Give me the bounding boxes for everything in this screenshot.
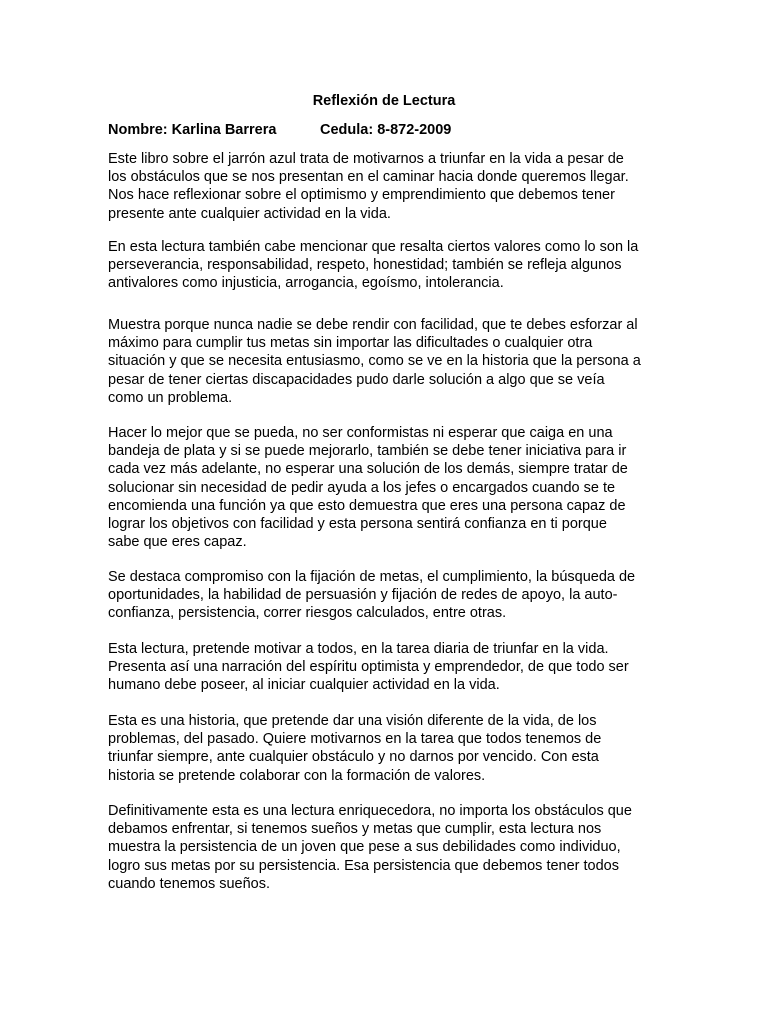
- paragraph-line: confianza, persistencia, correr riesgos calculados, entre otras.: [108, 605, 507, 622]
- paragraph-line: Hacer lo mejor que se pueda, no ser conformistas ni esperar que caiga en una: [108, 425, 613, 441]
- paragraph-line: como un problema.: [108, 389, 233, 406]
- paragraph-8: [108, 802, 668, 893]
- paragraph-7: [108, 712, 668, 785]
- paragraph-line: máximo para cumplir tus metas sin importar las dificultades o cualquier otra: [108, 335, 593, 352]
- paragraph-line: pesar de tener ciertas discapacidades pudo darle solución a algo que se veía: [108, 371, 605, 388]
- paragraph-line: muestra la persistencia de un joven que pese a sus debilidades como individuo,: [108, 839, 621, 856]
- paragraph-line: historia se pretende colaborar con la formación de valores.: [108, 767, 486, 784]
- paragraph-line: presente ante cualquier actividad en la vida.: [108, 205, 391, 222]
- paragraph-5: [108, 568, 668, 623]
- paragraph-line: Esta es una historia, que pretende dar una visión diferente de la vida, de los: [108, 713, 597, 729]
- document-title: Reflexión de Lectura: [312, 93, 456, 109]
- student-info-line: [108, 121, 452, 139]
- paragraph-line: Este libro sobre el jarrón azul trata de motivarnos a triunfar en la vida a pesar de: [108, 151, 624, 167]
- paragraph-line: sabe que eres capaz.: [108, 534, 247, 551]
- student-name: Nombre: Karlina Barrera: [108, 122, 277, 138]
- paragraph-line: situación y que se necesita entusiasmo, como se ve en la historia que la persona a: [108, 353, 641, 370]
- paragraph-line: Nos hace reflexionar sobre el optimismo y emprendimiento que debemos tener: [108, 187, 615, 204]
- paragraph-2: [108, 238, 668, 293]
- paragraph-line: humano debe poseer, al iniciar cualquier actividad en la vida.: [108, 677, 500, 694]
- paragraph-1: [108, 150, 668, 223]
- paragraph-line: lograr los objetivos con facilidad y esta persona sentirá confianza en ti porque: [108, 516, 607, 533]
- paragraph-line: debamos enfrentar, si tenemos sueños y metas que cumplir, esta lectura nos: [108, 821, 602, 838]
- paragraph-line: problemas, del pasado. Quiere motivarnos en la tarea que todos tenemos de: [108, 731, 602, 748]
- paragraph-line: oportunidades, la habilidad de persuasión y fijación de redes de apoyo, la auto-: [108, 587, 618, 604]
- paragraph-line: Se destaca compromiso con la fijación de metas, el cumplimiento, la búsqueda de: [108, 569, 636, 585]
- paragraph-line: perseverancia, responsabilidad, respeto, honestidad; también se refleja algunos: [108, 257, 622, 274]
- paragraph-line: Presenta así una narración del espíritu optimista y emprendedor, de que todo ser: [108, 659, 629, 676]
- paragraph-6: [108, 640, 668, 695]
- paragraph-line: los obstáculos que se nos presentan en el caminar hacia donde queremos llegar.: [108, 169, 629, 186]
- paragraph-line: cada vez más adelante, no esperar una solución de los demás, siempre tratar de: [108, 461, 628, 478]
- paragraph-line: Muestra porque nunca nadie se debe rendir con facilidad, que te debes esforzar al: [108, 317, 638, 333]
- paragraph-line: antivalores como injusticia, arrogancia, egoísmo, intolerancia.: [108, 275, 504, 292]
- paragraph-line: En esta lectura también cabe mencionar que resalta ciertos valores como lo son la: [108, 239, 639, 255]
- paragraph-line: triunfar siempre, ante cualquier obstáculo y no darnos por vencido. Con esta: [108, 749, 599, 766]
- paragraph-line: Esta lectura, pretende motivar a todos, en la tarea diaria de triunfar en la vida.: [108, 641, 609, 657]
- paragraph-line: bandeja de plata y si se puede mejorarlo, también se debe tener iniciativa para ir: [108, 443, 627, 460]
- paragraph-line: logro sus metas por su persistencia. Esa persistencia que debemos tener todos: [108, 857, 619, 874]
- student-id: Cedula: 8-872-2009: [320, 122, 452, 138]
- paragraph-3: [108, 316, 668, 407]
- paragraph-4: [108, 424, 668, 551]
- paragraph-line: solucionar sin necesidad de pedir ayuda a los jefes o encargados cuando se te: [108, 479, 616, 496]
- paragraph-line: encomienda una función ya que esto demuestra que eres una persona capaz de: [108, 497, 626, 514]
- paragraph-line: cuando tenemos sueños.: [108, 875, 271, 892]
- paragraph-line: Definitivamente esta es una lectura enriquecedora, no importa los obstáculos que: [108, 803, 632, 819]
